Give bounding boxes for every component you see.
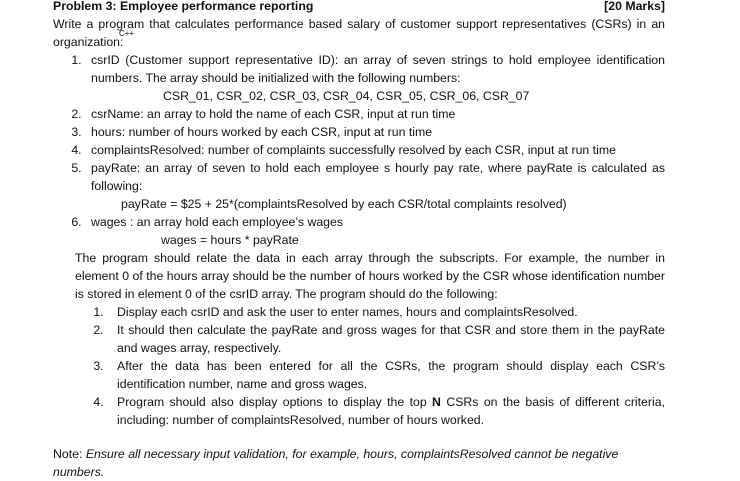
list-item-csrid: 1. csrID (Customer support representative ID): an array of seven strings to hold employee identification numbers. The array should be initialized with the following numbers: CSR_01, CSR_02, CSR_03, CSR_04, CSR_05, CSR_06, CSR_07	[85, 51, 665, 105]
list-item-wages: 6. wages : an array hold each employee’s wages wages = hours * payRate	[85, 213, 665, 249]
step-item: 3. After the data has been entered for all the CSRs, the program should display each CSR’s identification number, name and gross wages.	[107, 357, 665, 393]
step-item: 1. Display each csrID and ask the user to enter names, hours and complaintsResolved.	[107, 303, 665, 321]
list-item-hours: 3. hours: number of hours worked by each CSR, input at run time	[85, 123, 665, 141]
note-label: Note:	[53, 447, 86, 461]
csr-id-values: CSR_01, CSR_02, CSR_03, CSR_04, CSR_05, CSR_06, CSR_07	[163, 89, 530, 103]
wages-formula: wages = hours * payRate	[161, 233, 299, 247]
list-item-csrname: 2. csrName: an array to hold the name of each CSR, input at run time	[85, 105, 665, 123]
n-bold: N	[432, 395, 441, 409]
steps-list	[53, 303, 665, 429]
payrate-formula: payRate = $25 + 25*(complaintsResolved by each CSR/total complaints resolved)	[121, 197, 567, 211]
cpp-annotation: C++	[119, 29, 135, 38]
relation-paragraph: The program should relate the data in each array through the subscripts. For example, the number in element 0 of the hours array should be the number of hours worked by the CSR whose identification number is stored in element 0 of the csrID array. The program should do the following:	[75, 251, 665, 301]
problem-document	[53, 0, 665, 481]
list-item-payrate: 5. payRate: an array of seven to hold each employee s hourly pay rate, where payRate is calculated as following: payRate = $25 + 25*(complaintsResolved by each CSR/total complaints resolved)	[85, 159, 665, 213]
array-list	[53, 51, 665, 249]
intro-text: Write a program that calculates performance based salary of customer support representatives (CSRs) in an organization:	[53, 17, 665, 49]
marks-label: [20 Marks]	[604, 0, 665, 13]
step-item: 4. Program should also display options to display the top N CSRs on the basis of different criteria, including: number of complaintsResolved, number of hours worked.	[107, 393, 665, 429]
list-item-complaints: 4. complaintsResolved: number of complaints successfully resolved by each CSR, input at run time	[85, 141, 665, 159]
step-item: 2. It should then calculate the payRate and gross wages for that CSR and store them in the payRate and wages array, respectively.	[107, 321, 665, 357]
intro-block	[53, 15, 665, 51]
problem-header	[53, 0, 665, 15]
problem-title: Problem 3: Employee performance reporting	[53, 0, 314, 13]
note-text: Ensure all necessary input validation, for example, hours, complaintsResolved cannot be negative numbers.	[53, 447, 619, 479]
